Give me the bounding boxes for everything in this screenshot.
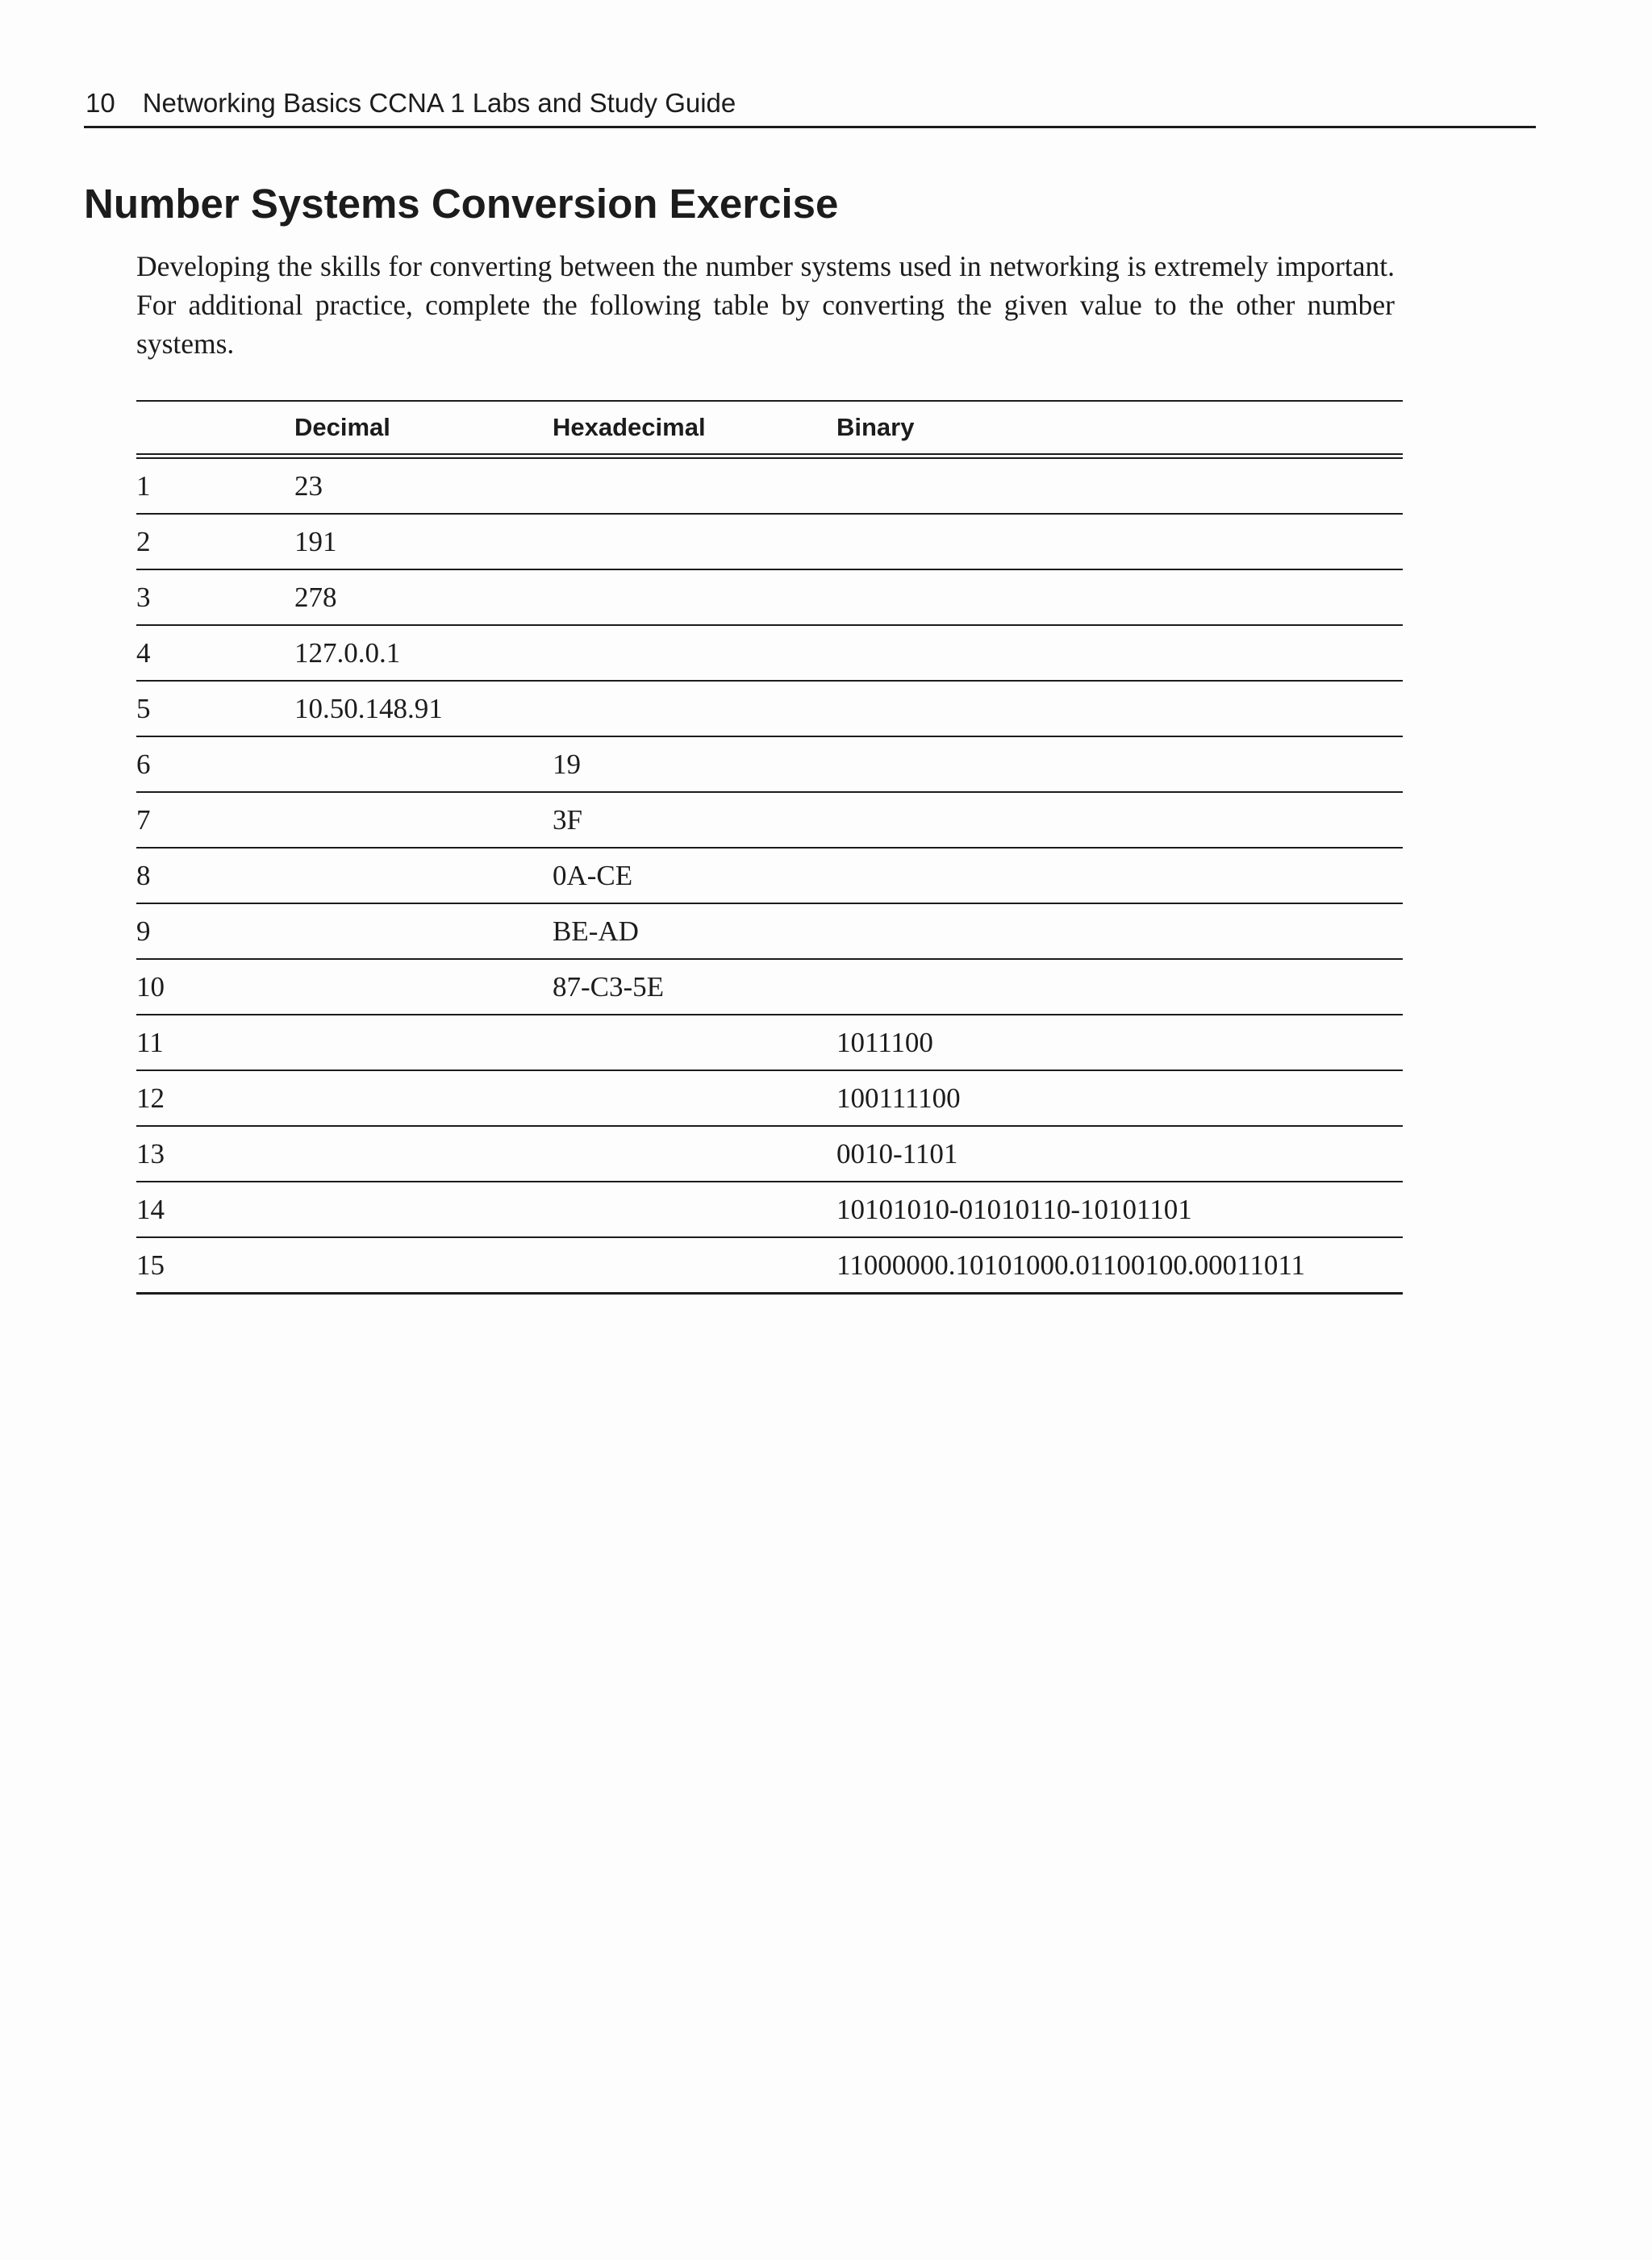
header-decimal: Decimal [294, 401, 553, 457]
hexadecimal-cell: 3F [553, 792, 836, 848]
binary-cell [836, 625, 1403, 681]
binary-cell [836, 736, 1403, 792]
binary-cell [836, 848, 1403, 903]
binary-cell: 0010-1101 [836, 1126, 1403, 1182]
row-number: 14 [136, 1182, 294, 1237]
row-number: 8 [136, 848, 294, 903]
decimal-cell: 10.50.148.91 [294, 681, 553, 736]
row-number: 15 [136, 1249, 165, 1281]
hexadecimal-cell: BE-AD [553, 903, 836, 959]
binary-cell [836, 792, 1403, 848]
row-number: 10 [136, 959, 294, 1015]
binary-cell [836, 959, 1403, 1015]
table-row [136, 514, 1403, 569]
book-title: Networking Basics CCNA 1 Labs and Study Guide [142, 88, 736, 118]
table-row [136, 457, 1403, 515]
table-row [136, 569, 1403, 625]
page-number: 10 [86, 88, 115, 118]
hexadecimal-cell [553, 569, 836, 625]
decimal-cell [294, 959, 553, 1015]
binary-cell [836, 569, 1403, 625]
decimal-cell [294, 792, 553, 848]
intro-paragraph: Developing the skills for converting between the number systems used in networking is extremely important. For additional practice, complete the following table by converting the given value to the other number systems. [136, 250, 1395, 360]
decimal-cell: 191 [294, 514, 553, 569]
row-number: 12 [136, 1070, 294, 1126]
table-header-row [136, 401, 1403, 457]
decimal-cell [294, 1126, 553, 1182]
binary-cell: 1011100 [836, 1015, 1403, 1070]
hexadecimal-cell [553, 681, 836, 736]
table-row [136, 903, 1403, 959]
row-number: 3 [136, 569, 294, 625]
binary-cell [836, 457, 1403, 515]
binary-cell: 10101010-01010110-10101101 [836, 1182, 1403, 1237]
table-row [136, 1182, 1403, 1237]
row-number: 1 [136, 457, 294, 515]
binary-cell: 11000000.10101000.01100100.00011011 [836, 1249, 1306, 1281]
table-row [136, 1237, 1403, 1294]
hexadecimal-cell [553, 1070, 836, 1126]
table-row [136, 736, 1403, 792]
table-row [136, 1126, 1403, 1182]
row-number: 4 [136, 625, 294, 681]
decimal-cell [294, 903, 553, 959]
conversion-table [136, 400, 1403, 1295]
row-number: 13 [136, 1126, 294, 1182]
table-row [136, 1070, 1403, 1126]
binary-cell [836, 903, 1403, 959]
table-row [136, 848, 1403, 903]
hexadecimal-cell: 19 [553, 736, 836, 792]
section-title: Number Systems Conversion Exercise [84, 181, 839, 227]
hexadecimal-cell: 87-C3-5E [553, 959, 836, 1015]
hexadecimal-cell [553, 1237, 836, 1294]
header-number [136, 401, 294, 457]
row-number: 7 [136, 792, 294, 848]
row-number: 11 [136, 1015, 294, 1070]
row-number: 5 [136, 681, 294, 736]
decimal-cell: 278 [294, 569, 553, 625]
binary-cell [836, 514, 1403, 569]
table-row [136, 681, 1403, 736]
hexadecimal-cell [553, 1015, 836, 1070]
table-row [136, 1015, 1403, 1070]
header-hexadecimal: Hexadecimal [553, 401, 836, 457]
decimal-cell [294, 1237, 553, 1294]
hexadecimal-cell [553, 457, 836, 515]
hexadecimal-cell [553, 514, 836, 569]
table-row [136, 959, 1403, 1015]
hexadecimal-cell: 0A-CE [553, 848, 836, 903]
hexadecimal-cell [553, 625, 836, 681]
hexadecimal-cell [553, 1126, 836, 1182]
binary-cell [836, 681, 1403, 736]
running-head [84, 81, 1536, 128]
decimal-cell [294, 1182, 553, 1237]
binary-cell: 100111100 [836, 1070, 1403, 1126]
decimal-cell [294, 1015, 553, 1070]
row-number: 6 [136, 736, 294, 792]
table-row [136, 792, 1403, 848]
decimal-cell [294, 736, 553, 792]
decimal-cell [294, 1070, 553, 1126]
row-number: 2 [136, 514, 294, 569]
decimal-cell: 23 [294, 457, 553, 515]
decimal-cell: 127.0.0.1 [294, 625, 553, 681]
conversion-table-wrapper [136, 400, 1403, 1295]
row-number: 9 [136, 903, 294, 959]
header-binary: Binary [836, 401, 1403, 457]
table-row [136, 625, 1403, 681]
hexadecimal-cell [553, 1182, 836, 1237]
decimal-cell [294, 848, 553, 903]
